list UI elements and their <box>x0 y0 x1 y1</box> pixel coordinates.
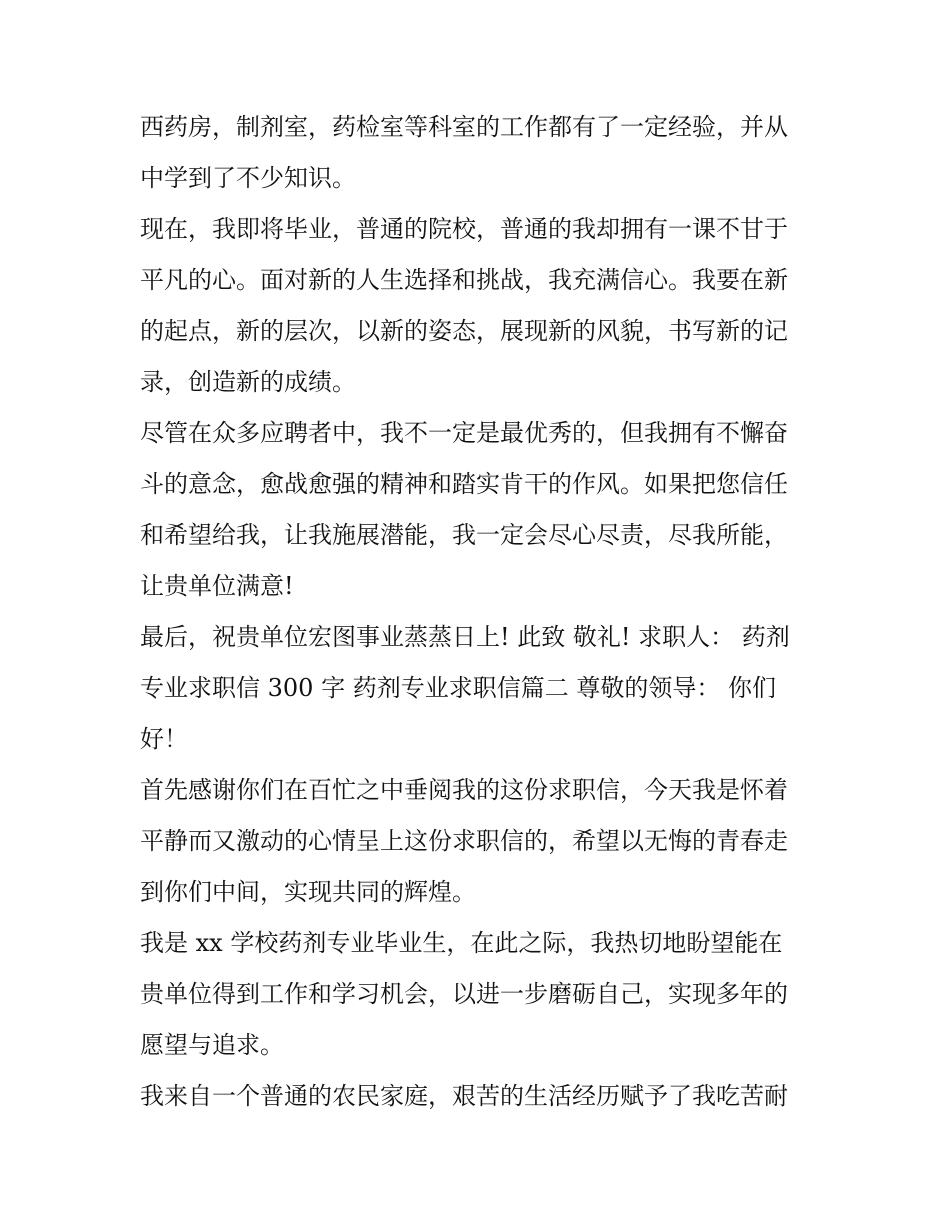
text-line: 录，创造新的成绩。 <box>140 368 356 396</box>
text-line: 首先感谢你们在百忙之中垂阅我的这份求职信，今天我是怀着 <box>140 776 788 804</box>
text-line: 平凡的心。面对新的人生选择和挑战，我充满信心。我要在新 <box>140 266 788 294</box>
text-line: 好！ <box>140 725 188 753</box>
text-line: 西药房，制剂室，药检室等科室的工作都有了一定经验，并从 <box>140 113 788 141</box>
text-line: 和希望给我，让我施展潜能，我一定会尽心尽责，尽我所能， <box>140 521 788 549</box>
text-line: 我来自一个普通的农民家庭，艰苦的生活经历赋予了我吃苦耐 <box>140 1082 788 1110</box>
text-line: 让贵单位满意! <box>140 572 294 600</box>
text-line: 尽管在众多应聘者中，我不一定是最优秀的，但我拥有不懈奋 <box>140 419 788 447</box>
text-line: 平静而又激动的心情呈上这份求职信的，希望以无悔的青春走 <box>140 827 788 855</box>
text-line: 专业求职信 300 字 药剂专业求职信篇二 尊敬的领导： 你们 <box>140 674 776 702</box>
text-line: 斗的意念，愈战愈强的精神和踏实肯干的作风。如果把您信任 <box>140 470 788 498</box>
text-line: 愿望与追求。 <box>140 1031 284 1059</box>
text-line: 到你们中间，实现共同的辉煌。 <box>140 878 476 906</box>
text-line: 的起点，新的层次，以新的姿态，展现新的风貌，书写新的记 <box>140 317 788 345</box>
text-line: 最后，祝贵单位宏图事业蒸蒸日上! 此致 敬礼! 求职人： 药剂 <box>140 623 790 651</box>
text-line: 我是 xx 学校药剂专业毕业生，在此之际，我热切地盼望能在 <box>140 929 783 957</box>
text-line: 贵单位得到工作和学习机会，以进一步磨砺自己，实现多年的 <box>140 980 788 1008</box>
text-line: 现在，我即将毕业，普通的院校，普通的我却拥有一课不甘于 <box>140 215 788 243</box>
document-body <box>140 102 820 1122</box>
text-line: 中学到了不少知识。 <box>140 164 356 192</box>
